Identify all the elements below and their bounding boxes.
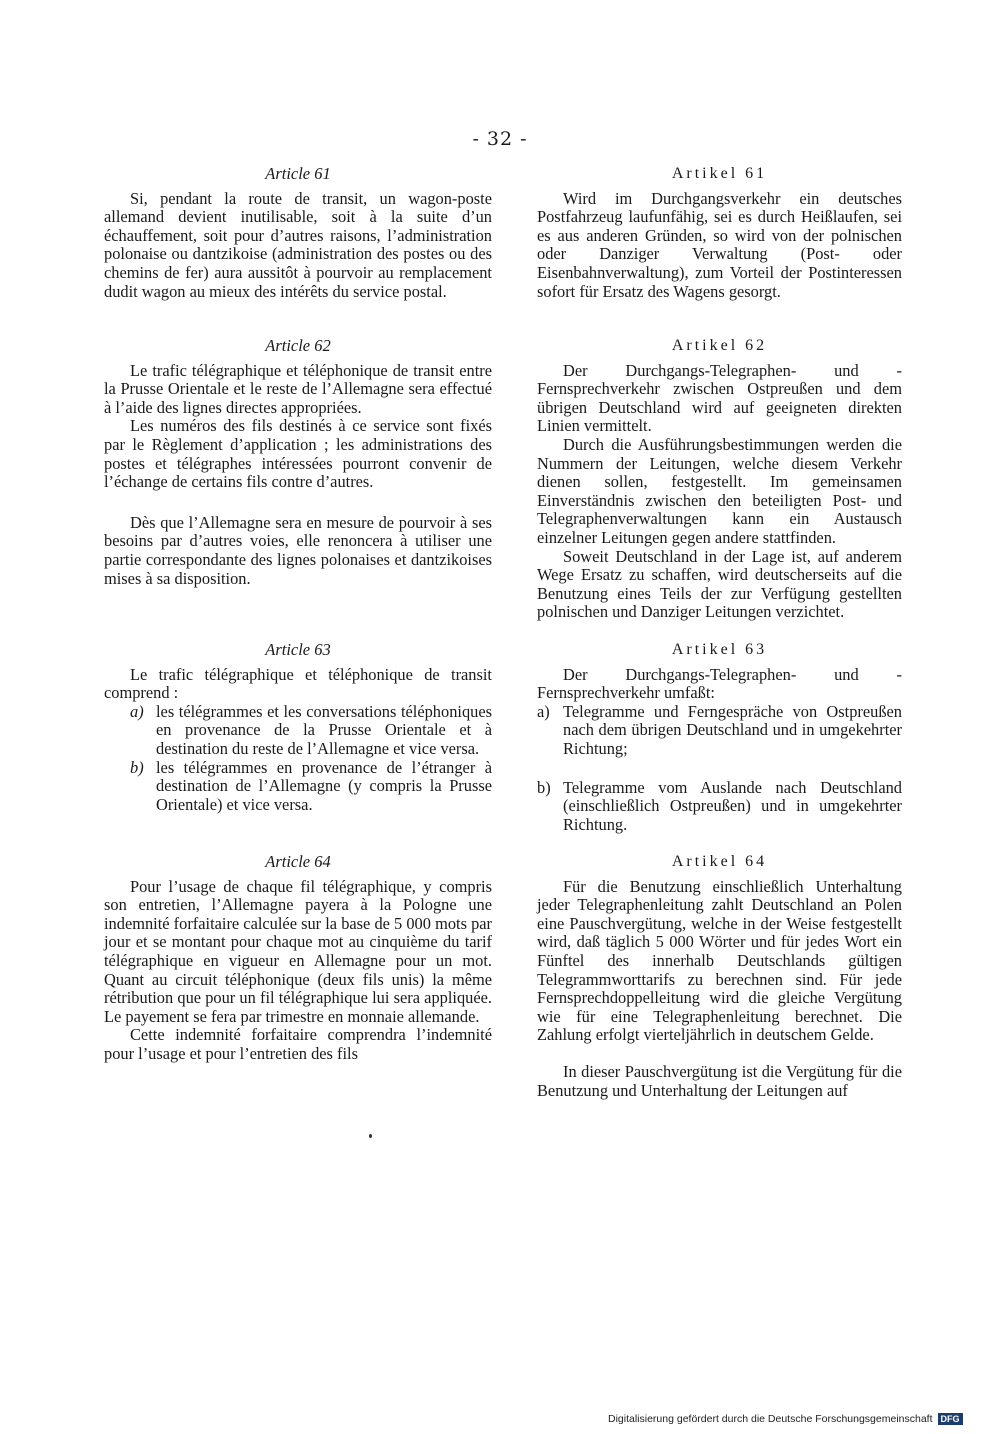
paragraph: In dieser Pauschvergütung ist die Vergütung für die Benutzung und Unterhaltung der Leitungen auf bbox=[537, 1061, 902, 1100]
article-heading: Article 62 bbox=[265, 336, 331, 355]
list-text: les télégrammes et les conversations téléphoniques en provenance de la Prusse Orientale et à destination du reste de l’Allemagne et vice versa. bbox=[156, 701, 492, 758]
paragraph: Le trafic télégraphique et téléphonique de transit entre la Prusse Orientale et le reste de l’Allemagne sera effectué à l’aide des lignes directes appropriées. bbox=[104, 360, 492, 417]
paragraph: Wird im Durchgangsverkehr ein deutsches Postfahrzeug laufunfähig, sei es durch Heißlaufen, sei es aus anderen Gründen, so wird von der polnischen oder Danziger Verwaltung (Post- oder Eisenbahnverwaltung), zum Vorteil der Postinteressen sofort für Ersatz des Wagens gesorgt. bbox=[537, 188, 902, 301]
article-heading: Article 61 bbox=[265, 164, 331, 183]
paragraph: Les numéros des fils destinés à ce service sont fixés par le Règlement d’application ; les administrations des postes et télégraphes intéressées pourront convenir de l’échange de certains fils contre d’autres. bbox=[104, 416, 492, 492]
article-64-fr bbox=[104, 853, 492, 1064]
footer-credit bbox=[608, 1413, 963, 1425]
article-heading: Artikel 61 bbox=[671, 165, 768, 182]
article-62-fr bbox=[104, 337, 492, 588]
article-heading: Artikel 64 bbox=[671, 853, 768, 870]
paragraph: Si, pendant la route de transit, un wagon-poste allemand devient inutilisable, soit à la suite d’un échauffement, soit pour d’autres raisons, l’administration polonaise ou dantzikoise (administration des postes ou des chemins de fer) aura aussitôt à pourvoir au remplacement dudit wagon au mieux des intérêts du service postal. bbox=[104, 188, 492, 301]
list-text: Telegramme vom Auslande nach Deutschland (einschließlich Ostpreußen) und in umgekehrter Richtung. bbox=[563, 777, 902, 834]
paragraph: Pour l’usage de chaque fil télégraphique, y compris son entretien, l’Allemagne payera à la Pologne une indemnité forfaitaire calculée sur la base de 5 000 mots par jour et se montant pour chaque mot au cinquième du tarif télégraphique en vigueur en Allemagne pour un mot. Quant au circuit téléphonique (deux fils unis) la même rétribution que pour un fil télégraphique lui sera appliquée. Le payement se fera par trimestre en monnaie allemande. bbox=[104, 876, 492, 1026]
article-63-de bbox=[537, 641, 902, 834]
footer-text: Digitalisierung gefördert durch die Deutsche Forschungsgemeinschaft bbox=[608, 1413, 933, 1425]
article-heading: Artikel 63 bbox=[671, 641, 768, 658]
paragraph: Dès que l’Allemagne sera en mesure de pourvoir à ses besoins par d’autres voies, elle renoncera à utiliser une partie correspondante des lignes polonaises et dantzikoises mises à sa disposition. bbox=[104, 512, 492, 588]
paragraph: Soweit Deutschland in der Lage ist, auf anderem Wege Ersatz zu schaffen, wird deutscherseits auf die Benutzung eines Teils der zur Verfügung gestellten polnischen und Danziger Leitungen verzichtet. bbox=[537, 546, 902, 622]
page-number: - 32 - bbox=[472, 128, 528, 150]
article-62-de bbox=[537, 337, 902, 622]
paragraph: Cette indemnité forfaitaire comprendra l’indemnité pour l’usage et pour l’entretien des fils bbox=[104, 1025, 492, 1063]
dfg-logo-icon: DFG bbox=[938, 1413, 963, 1425]
article-heading: Artikel 62 bbox=[671, 337, 768, 354]
paragraph: Le trafic télégraphique et téléphonique de transit comprend : bbox=[104, 664, 492, 703]
article-61-de bbox=[537, 165, 902, 301]
article-63-fr bbox=[104, 641, 492, 814]
article-heading: Article 64 bbox=[265, 852, 331, 871]
paragraph: Der Durchgangs-Telegraphen- und -Fernsprechverkehr zwischen Ostpreußen und dem übrigen Deutschland wird auf geeigneten direkten Linien vermittelt. bbox=[537, 360, 902, 436]
article-heading: Article 63 bbox=[265, 640, 331, 659]
list-item bbox=[537, 779, 902, 835]
list-label: b) bbox=[130, 757, 144, 777]
list-text: les télégrammes en provenance de l’étranger à destination de l’Allemagne (y compris la Prusse Orientale) et vice versa. bbox=[156, 757, 492, 814]
list-item bbox=[104, 703, 492, 759]
paragraph: Der Durchgangs-Telegraphen- und -Fernsprechverkehr umfaßt: bbox=[537, 664, 902, 703]
paragraph: Für die Benutzung einschließlich Unterhaltung jeder Telegraphenleitung zahlt Deutschland an Polen eine Pauschvergütung, welche in der Weise festgestellt wird, daß täglich 5 000 Wörter und für jedes Wort ein Fünftel des innerhalb Deutschlands gültigen Telegrammworttarifs zu berechnen sind. Für jede Fernsprechdoppelleitung wird die gleiche Vergütung wie für eine Telegraphenleitung berechnet. Die Zahlung erfolgt vierteljährlich in deutschem Gelde. bbox=[537, 876, 902, 1045]
ink-dot bbox=[369, 1134, 372, 1138]
list-text: Telegramme und Ferngespräche von Ostpreußen nach dem übrigen Deutschland und in umgekehrter Richtung; bbox=[563, 701, 902, 758]
paragraph: Durch die Ausführungsbestimmungen werden die Nummern der Leitungen, welche diesem Verkehr dienen sollen, festgestellt. Im gemeinsamen Einverständnis zwischen den beteiligten Post- und Telegraphenverwaltungen kann ein Austausch einzelner Leitungen gegen andere stattfinden. bbox=[537, 434, 902, 547]
list-label: a) bbox=[537, 701, 550, 721]
list-label: b) bbox=[537, 777, 551, 797]
article-61-fr bbox=[104, 165, 492, 301]
list-item bbox=[537, 703, 902, 759]
list-item bbox=[104, 759, 492, 815]
article-64-de bbox=[537, 853, 902, 1100]
list-label: a) bbox=[130, 701, 144, 721]
